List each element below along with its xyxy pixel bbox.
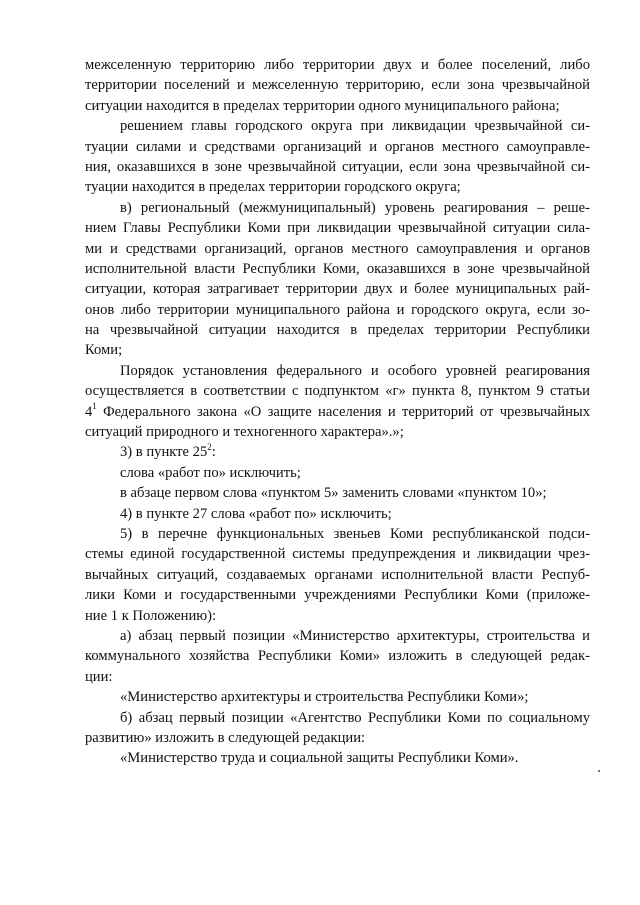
text-line: лики Коми и государственными учреждениями Республики Коми (приложе- bbox=[85, 587, 590, 604]
text-line: слова «работ по» исключить; bbox=[120, 464, 301, 481]
text-line: территории поселений и межселенную территорию, если зона чрезвычайной bbox=[85, 77, 590, 94]
text-line: на чрезвычайной ситуации находится в пределах территории Республики bbox=[85, 322, 590, 339]
text-line: Порядок установления федерального и особого уровней реагирования bbox=[120, 362, 590, 379]
text-line: 5) в перечне функциональных звеньев Коми республиканской подси- bbox=[120, 525, 590, 542]
text-line: туации находится в пределах территории городского округа; bbox=[85, 179, 461, 196]
text-line: а) абзац первый позиции «Министерство архитектуры, строительства и bbox=[120, 627, 590, 644]
text-line: исполнительной власти Республики Коми, оказавшихся в зоне чрезвычайной bbox=[85, 260, 590, 277]
text-line: туации силами и средствами организаций и органов местного самоуправле- bbox=[85, 138, 590, 155]
text-line: 3) в пункте $25^2$: bbox=[120, 442, 216, 461]
superscript: 2 bbox=[207, 442, 212, 452]
superscript: 1 bbox=[92, 401, 97, 411]
text-line: «Министерство архитектуры и строительства Республики Коми»; bbox=[120, 689, 529, 706]
text-line: ми и средствами организаций, органов местного самоуправления и органов bbox=[85, 240, 590, 257]
text-line: онов либо территории муниципального района и городского округа, если зо- bbox=[85, 301, 590, 318]
text-line: б) абзац первый позиции «Агентство Республики Коми по социальному bbox=[120, 709, 590, 726]
text-line: в) региональный (межмуниципальный) уровень реагирования – реше- bbox=[120, 199, 590, 216]
text-line: Коми; bbox=[85, 342, 123, 359]
text-line: ситуации, которая затрагивает территории двух и более муниципальных рай- bbox=[85, 281, 590, 298]
text-line: нием Главы Республики Коми при ликвидации чрезвычайной ситуации сила- bbox=[85, 220, 590, 237]
text-line: ситуации находится в пределах территории одного муниципального района; bbox=[85, 97, 560, 114]
text-line: ции: bbox=[85, 668, 113, 685]
text-line: межселенную территорию либо территории двух и более поселений, либо bbox=[85, 57, 590, 73]
text-line: решением главы городского округа при ликвидации чрезвычайной си- bbox=[120, 118, 590, 135]
text-line: коммунального хозяйства Республики Коми» изложить в следующей редак- bbox=[85, 648, 590, 665]
scan-speck bbox=[598, 770, 600, 772]
text-line: $4^1$ Федерального закона «О защите населения и территорий от чрезвычайных bbox=[85, 401, 590, 420]
text-line: 4) в пункте 27 слова «работ по» исключить; bbox=[120, 505, 392, 522]
text-line: развитию» изложить в следующей редакции: bbox=[85, 729, 366, 746]
text-line: «Министерство труда и социальной защиты Республики Коми». bbox=[120, 750, 519, 767]
document-body-text bbox=[85, 55, 590, 769]
text-line: ситуаций природного и техногенного характера».»; bbox=[85, 424, 404, 441]
text-line: стемы единой государственной системы предупреждения и ликвидации чрез- bbox=[85, 546, 590, 563]
text-line: ния, оказавшихся в зоне чрезвычайной ситуации, если зона чрезвычайной си- bbox=[85, 158, 590, 175]
text-line: осуществляется в соответствии с подпунктом «г» пункта 8, пунктом 9 статьи bbox=[85, 383, 590, 400]
text-line: вычайных ситуаций, создаваемых органами исполнительной власти Респуб- bbox=[85, 566, 590, 583]
text-line: в абзаце первом слова «пунктом 5» заменить словами «пунктом 10»; bbox=[120, 485, 547, 502]
text-line: ние 1 к Положению): bbox=[85, 607, 217, 624]
